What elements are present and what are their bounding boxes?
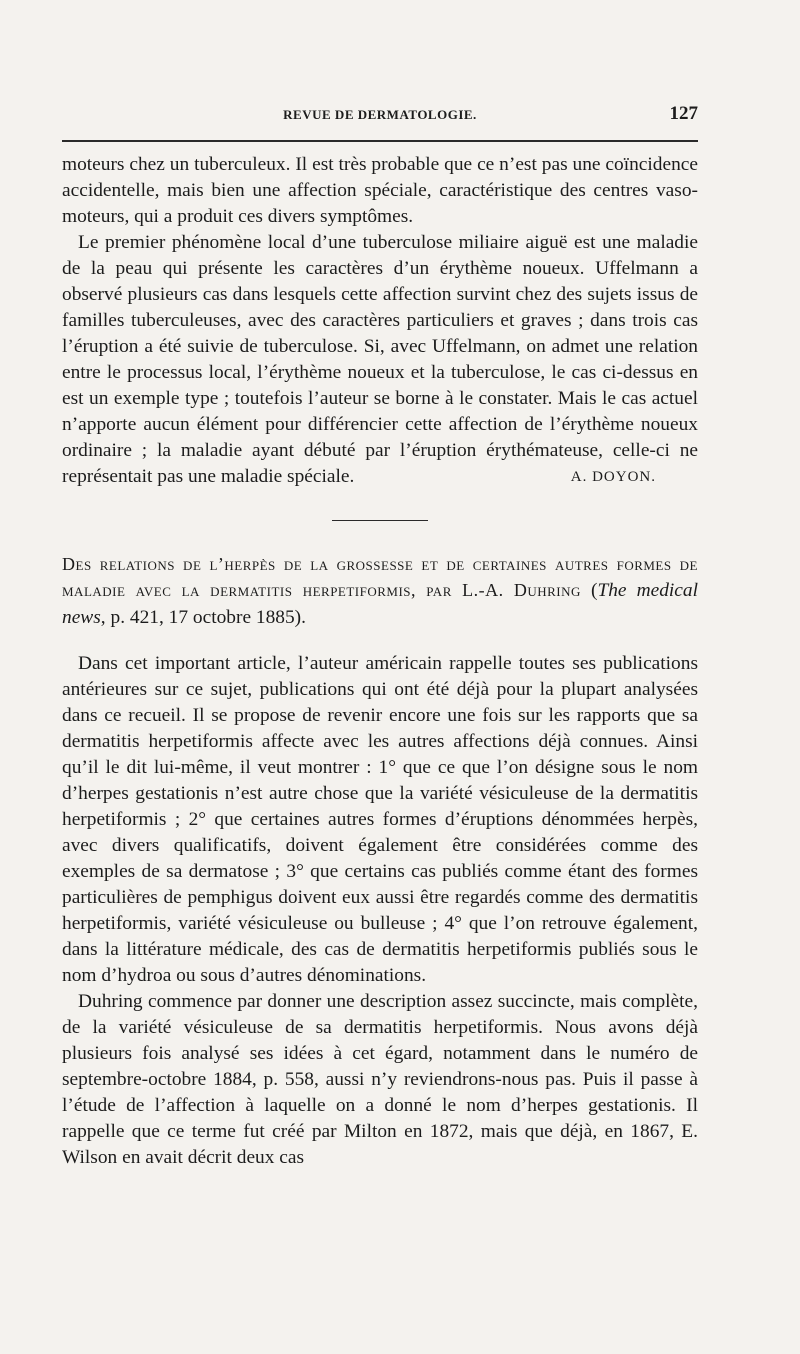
paragraph-erythema-text: Le premier phénomène local d’une tuberculose miliaire aiguë est une maladie de la peau qui présente les caractères d’un érythème noueux. Uffelmann a observé plusieurs cas dans lesquels cette affection survint chez des sujets issus de familles tuberculeuses, avec des caractères particuliers et graves ; dans trois cas l’éruption a été suivie de tuberculose. Si, avec Uffelmann, on admet une relation entre le processus local, l’érythème noueux et la tuberculose, le cas ci-dessus en est un exemple type ; toutefois l’auteur se borne à le constater. Mais le cas actuel n’apporte aucun élément pour différencier cette affection de l’érythème noueux ordinaire ; la maladie ayant débuté par l’éruption érythémateuse, celle-ci ne représentait pas une maladie spéciale. (62, 232, 698, 487)
paragraph-duhring: Duhring commence par donner une description assez succincte, mais complète, de la variété vésiculeuse de sa dermatitis herpetiformis. Nous avons déjà plusieurs fois analysé ses idées à cet égard, notamment dans le numéro de septembre-octobre 1884, p. 558, aussi n’y reviendrons-nous pas. Puis il passe à l’étude de l’affection à laquelle on a donné le nom d’herpes gestationis. Il rappelle que ce terme fut créé par Milton en 1872, mais que déjà, en 1867, E. Wilson en avait décrit deux cas (62, 991, 698, 1168)
article-title (62, 551, 698, 631)
paragraph-continuation: moteurs chez un tuberculeux. Il est très probable que ce n’est pas une coïncidence accidentelle, mais bien une affection spéciale, caractéristique des centres vaso-moteurs, qui a produit ces divers symptômes. (62, 154, 698, 227)
running-title: REVUE DE DERMATOLOGIE. (283, 107, 477, 122)
page-number: 127 (669, 103, 698, 124)
citation-details: , p. 421, 17 octobre 1885). (100, 607, 306, 628)
paragraph-erythema (62, 230, 698, 490)
body-text (62, 152, 698, 1171)
section-separator (332, 520, 428, 521)
article-title-text: Des relations de l’herpès de la grossesse et de certaines autres formes de maladie avec la dermatitis herpetiformis, par L.-A. Duhring (62, 554, 698, 600)
spacer (62, 631, 698, 651)
paragraph-introduction: Dans cet important article, l’auteur américain rappelle toutes ses publications antérieures sur ce sujet, publications qui ont été déjà pour la plupart analysées dans ce recueil. Il se propose de revenir encore une fois sur les rapports que sa dermatitis herpetiformis affecte avec les autres affections déjà connues. Ainsi qu’il le dit lui-même, il veut montrer : 1° que ce que l’on désigne sous le nom d’herpes gestationis n’est autre chose que la variété vésiculeuse de la dermatitis herpetiformis ; 2° que certaines autres formes d’éruptions dénommées herpès, avec divers qualificatifs, doivent également être considérées comme des exemples de sa dermatose ; 3° que certains cas publiés comme étant des formes particulières de pemphigus doivent eux aussi être regardés comme des dermatitis herpetiformis, variété vésiculeuse ou bulleuse ; 4° que l’on retrouve également, dans la littérature médicale, des cas de dermatitis herpetiformis publiés sous le nom d’hydroa ou sous d’autres dénominations. (62, 653, 698, 986)
journal-name: The medical news (62, 580, 698, 628)
author-signature: A. DOYON. (570, 469, 656, 485)
header-rule (62, 140, 698, 142)
running-head (62, 103, 698, 125)
citation-open: ( (580, 580, 598, 601)
